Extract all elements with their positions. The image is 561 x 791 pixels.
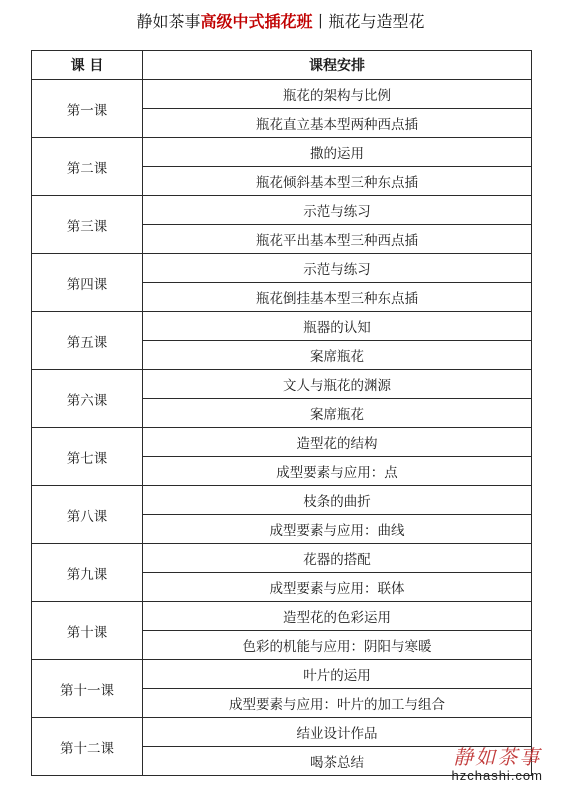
- lesson-topic-cell: 示范与练习: [143, 196, 532, 225]
- table-row: [32, 544, 532, 573]
- table-row: [32, 660, 532, 689]
- table-row: [32, 428, 532, 457]
- lesson-topic-cell: 色彩的机能与应用：阴阳与寒暖: [143, 631, 532, 660]
- header-subject: 课 目: [32, 51, 143, 80]
- title-subtitle: 丨瓶花与造型花: [312, 12, 425, 31]
- lesson-topic-cell: 成型要素与应用：叶片的加工与组合: [143, 689, 532, 718]
- lesson-topic-cell: 造型花的结构: [143, 428, 532, 457]
- lesson-name-cell: 第十二课: [32, 718, 143, 776]
- lesson-topic-cell: 花器的搭配: [143, 544, 532, 573]
- lesson-topic-cell: 案席瓶花: [143, 341, 532, 370]
- lesson-topic-cell: 枝条的曲折: [143, 486, 532, 515]
- lesson-topic-cell: 成型要素与应用：曲线: [143, 515, 532, 544]
- lesson-topic-cell: 造型花的色彩运用: [143, 602, 532, 631]
- lesson-topic-cell: 叶片的运用: [143, 660, 532, 689]
- table-row: [32, 138, 532, 167]
- lesson-name-cell: 第十一课: [32, 660, 143, 718]
- lesson-topic-cell: 成型要素与应用：点: [143, 457, 532, 486]
- table-row: [32, 254, 532, 283]
- lesson-name-cell: 第二课: [32, 138, 143, 196]
- table-row: [32, 602, 532, 631]
- table-row: [32, 312, 532, 341]
- lesson-name-cell: 第三课: [32, 196, 143, 254]
- table-header-row: [32, 51, 532, 80]
- table-row: [32, 486, 532, 515]
- lesson-topic-cell: 示范与练习: [143, 254, 532, 283]
- table-row: [32, 370, 532, 399]
- lesson-name-cell: 第五课: [32, 312, 143, 370]
- title-brand: 静如茶事: [136, 12, 201, 31]
- table-row: [32, 80, 532, 109]
- lesson-name-cell: 第六课: [32, 370, 143, 428]
- lesson-topic-cell: 案席瓶花: [143, 399, 532, 428]
- lesson-topic-cell: 瓶花倒挂基本型三种东点插: [143, 283, 532, 312]
- lesson-topic-cell: 喝茶总结: [143, 747, 532, 776]
- lesson-name-cell: 第十课: [32, 602, 143, 660]
- table-body: [32, 80, 532, 776]
- table-row: [32, 718, 532, 747]
- lesson-topic-cell: 瓶花倾斜基本型三种东点插: [143, 167, 532, 196]
- lesson-name-cell: 第四课: [32, 254, 143, 312]
- lesson-topic-cell: 瓶花平出基本型三种西点插: [143, 225, 532, 254]
- lesson-topic-cell: 成型要素与应用：联体: [143, 573, 532, 602]
- watermark-brand: 静如茶事: [453, 745, 542, 769]
- lesson-name-cell: 第九课: [32, 544, 143, 602]
- course-schedule-table: [31, 50, 532, 776]
- watermark-logo: [452, 746, 543, 784]
- lesson-topic-cell: 撒的运用: [143, 138, 532, 167]
- watermark-url: hzchashi.com: [451, 768, 543, 783]
- header-arrangement: 课程安排: [143, 51, 532, 80]
- lesson-topic-cell: 文人与瓶花的渊源: [143, 370, 532, 399]
- lesson-name-cell: 第八课: [32, 486, 143, 544]
- title-course-name: 高级中式插花班: [200, 12, 313, 31]
- page-title: [0, 8, 561, 36]
- lesson-topic-cell: 结业设计作品: [143, 718, 532, 747]
- lesson-name-cell: 第一课: [32, 80, 143, 138]
- lesson-topic-cell: 瓶花的架构与比例: [143, 80, 532, 109]
- table-row: [32, 196, 532, 225]
- lesson-topic-cell: 瓶器的认知: [143, 312, 532, 341]
- lesson-topic-cell: 瓶花直立基本型两种西点插: [143, 109, 532, 138]
- lesson-name-cell: 第七课: [32, 428, 143, 486]
